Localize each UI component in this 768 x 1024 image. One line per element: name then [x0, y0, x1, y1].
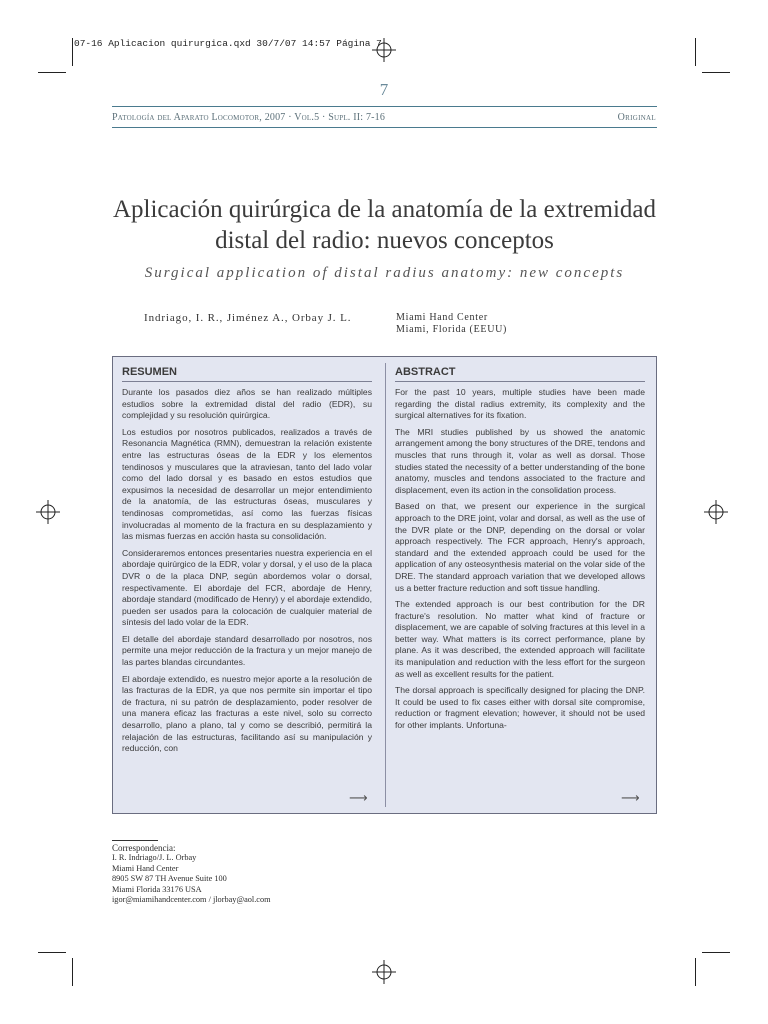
print-slug: 07-16 Aplicacion quirurgica.qxd 30/7/07 14:57 Página 7 [74, 38, 382, 49]
registration-mark-icon [372, 960, 396, 984]
crop-mark [38, 952, 66, 953]
authors: Indriago, I. R., Jiménez A., Orbay J. L. [144, 312, 352, 324]
resumen-paragraph: Consideraremos entonces presentaries nuestra experiencia en el abordaje quirúrgico de la EDR, volar y dorsal, y el uso de la placa DVR o de la placa DNP, según abordemos volar o dorsal, respectivamente. El abordaje del FCR, abordaje de Henry, abordaje standard (modificado de Henry) y el abordaje extendido, pueden ser usados para la colocación de cualquier material de síntesis del lado volar de la EDR. [122, 547, 372, 628]
affiliation-line: Miami Hand Center [396, 312, 488, 323]
crop-mark [702, 952, 730, 953]
correspondence-line: Miami Florida 33176 USA [112, 884, 202, 894]
column-divider [385, 363, 386, 807]
correspondence-line: I. R. Indriago/J. L. Orbay [112, 853, 197, 863]
resumen-paragraph: El abordaje extendido, es nuestro mejor aporte a la resolución de las fracturas de la EDR, ya que nos permite sin importar el tipo de fractura, ni su patrón de desplazamiento, poder resolver de una manera eficaz las fracturas a este nivel, solo su correcto desarrollo, plano a plano, tal y como se describió, permitirá la relajación de las estructuras, facilitando así su manipulación y reducción, con [122, 673, 372, 754]
affiliation [396, 312, 507, 336]
registration-mark-icon [36, 500, 60, 524]
resumen-paragraph: Durante los pasados diez años se han realizado múltiples estudios sobre la extremidad distal del radio (EDR), su complejidad y su resolución quirúrgica. [122, 387, 372, 421]
article-subtitle: Surgical application of distal radius anatomy: new concepts [144, 265, 625, 281]
abstract-paragraph: The dorsal approach is specifically designed for placing the DNP. It could be used to fix cases either with dorsal site compromise, reduction or fragment elevation; however, it should not be used for other implants. Unfortuna- [395, 685, 645, 731]
resumen-heading: RESUMEN [122, 366, 372, 382]
abstract-column [395, 357, 645, 737]
running-head: Patología del Aparato Locomotor, 2007 · Vol.5 · Supl. II: 7-16 [112, 112, 386, 123]
correspondence-email: igor@miamihandcenter.com / jlorbay@aol.com [112, 895, 271, 905]
abstract-paragraph: The MRI studies published by us showed the anatomic arrangement among the bony structures of the DRE, tendons and muscles that runs through it, volar as well as dorsal. Those studies stated the necessity of a better understanding of the bone anatomy, muscles and tendons associated to the fracture and displacement, even its action in the consolidation process. [395, 426, 645, 495]
correspondence-line: 8905 SW 87 TH Avenue Suite 100 [112, 874, 227, 884]
crop-mark [695, 958, 696, 986]
article-type-label: Original [617, 112, 656, 123]
continue-arrow-icon: ⟶ [349, 791, 368, 806]
crop-mark [695, 38, 696, 66]
abstract-heading: ABSTRACT [395, 366, 645, 382]
abstract-box [112, 356, 657, 814]
header-rule-bottom [112, 127, 657, 128]
correspondence-label: Correspondencia: [112, 843, 176, 853]
article-title: Aplicación quirúrgica de la anatomía de la extremidad distal del radio: nuevos conceptos [112, 196, 657, 254]
resumen-column [122, 357, 372, 760]
resumen-paragraph: El detalle del abordaje standard desarrollado por nosotros, nos permite una mejor reducción de la fractura y un mejor manejo de las partes blandas circundantes. [122, 633, 372, 668]
page-number: 7 [379, 80, 389, 99]
crop-mark [702, 72, 730, 73]
resumen-paragraph: Los estudios por nosotros publicados, realizados a través de Resonancia Magnética (RMN), demuestran la relación existente entre las estructuras óseas de la EDR y los elementos tendinosos y musculares que la atraviesan, tanto del lado volar como del lado dorsal y es basado en estos estudios que expusimos la necesidad de desarrollar un mejor entendimiento de la anatomía, de las estructuras óseas, musculares y tendinosas comprometidas, así como las fuerzas físicas involucradas al momento de la fractura en su desplazamiento y las mismas fuerzas en acción hasta su consolidación. [122, 426, 372, 542]
footnote-rule [112, 840, 158, 841]
crop-mark [72, 38, 73, 66]
abstract-paragraph: Based on that, we present our experience in the surgical approach to the DRE joint, volar and dorsal, as well as the use of the DVR plate or the DNP, depending on the dorsal or volar approach respectively. The FCR approach, Henry's approach, standard and the extended approach could be used for the application of any osteosynthesis material on the volar side of the DRE. The standard approach variation that we developed allows us a better fracture reduction and soft tissue handling. [395, 501, 645, 593]
registration-mark-icon [704, 500, 728, 524]
abstract-paragraph: For the past 10 years, multiple studies have been made regarding the distal radius extremity, its complexity and the surgical alternatives for its fixation. [395, 387, 645, 421]
crop-mark [72, 958, 73, 986]
continue-arrow-icon: ⟶ [621, 791, 640, 806]
correspondence [112, 843, 271, 905]
correspondence-line: Miami Hand Center [112, 863, 179, 873]
header-rule [112, 106, 657, 107]
abstract-paragraph: The extended approach is our best contribution for the DR fracture's resolution. No matter what kind of fracture or displacement, we are capable of solving fractures at this level in a better way. What matters is its correct performance, plane by plane. As it was described, the extended approach will facilitate its manipulation and reduction with the less effort for the surgeon as well as excellent results for the patient. [395, 599, 645, 679]
affiliation-line: Miami, Florida (EEUU) [396, 324, 508, 335]
crop-mark [38, 72, 66, 73]
